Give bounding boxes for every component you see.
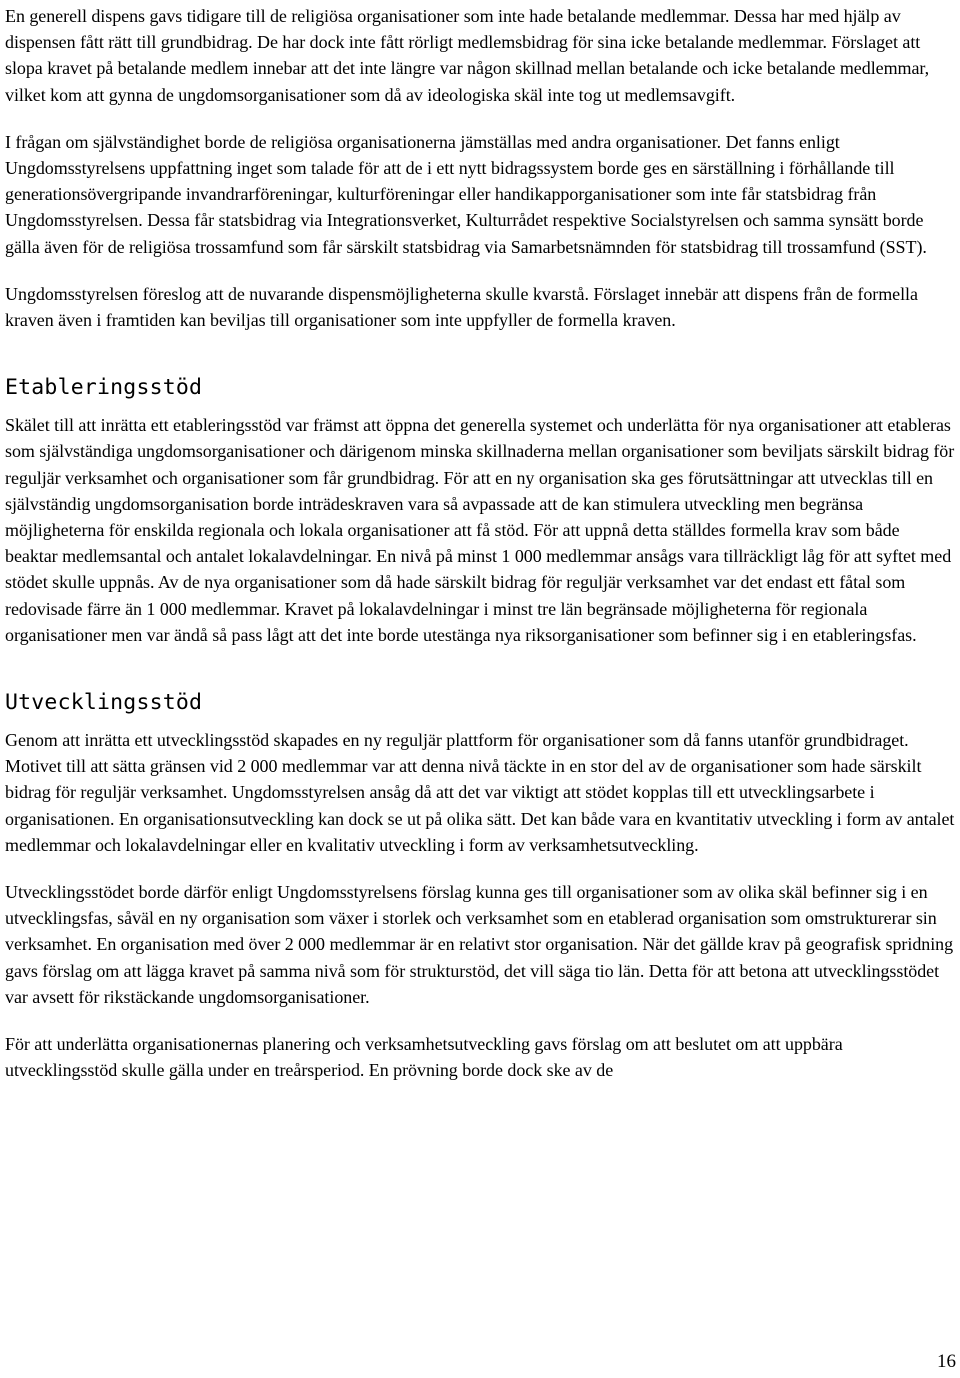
paragraph-utvecklingsstod-trearsperiod: För att underlätta organisationernas planering och verksamhetsutveckling gavs förslag om att beslutet om att uppbära utvecklingsstöd skulle gälla under en treårsperiod. En prövning borde dock ske av de	[5, 1034, 843, 1081]
page-number: 16	[937, 1351, 956, 1372]
paragraph-utvecklingsstod-utvecklingsfas: Utvecklingsstödet borde därför enligt Ungdomsstyrelsens förslag kunna ges till organisationer som av olika skäl befinner sig i en utvecklingsfas, såväl en ny organisation som växer i storlek och verksamhet som en etablerad organisation som omstrukturerar sin verksamhet. En organisation med över 2 000 medlemmar är en relativt stor organisation. När det gällde krav på geografisk spridning gavs förslag om att lägga kravet på samma nivå som för strukturstöd, det vill säga tio län. Detta för att betona att utvecklingsstödet var avsett för rikstäckande ungdomsorganisationer.	[5, 882, 954, 1007]
heading-etableringsstod: Etableringsstöd	[5, 375, 203, 401]
heading-utvecklingsstod: Utvecklingsstöd	[5, 690, 203, 716]
paragraph-dispens-intro: En generell dispens gavs tidigare till de religiösa organisationer som inte hade betalande medlemmar. Dessa har med hjälp av dispensen fått rätt till grundbidrag. De har dock inte fått rörligt medlemsbidrag för sina icke betalande medlemmar. Förslaget att slopa kravet på betalande medlem innebar att det inte längre var någon skillnad mellan betalande och icke betalande medlemmar, vilket kom att gynna de ungdomsorganisationer som då av ideologiska skäl inte tog ut medlemsavgift.	[5, 6, 930, 105]
paragraph-utvecklingsstod-plattform: Genom att inrätta ett utvecklingsstöd skapades en ny reguljär plattform för organisationer som då fanns utanför grundbidraget. Motivet till att sätta gränsen vid 2 000 medlemmar var att denna nivå täckte in en stor del av de organisationer som hade särskilt bidrag för reguljär verksamhet. Ungdomsstyrelsen ansåg då att det var viktigt att stödet kopplas till ett utvecklingsarbete i organisationen. En organisationsutveckling kan dock se ut på olika sätt. Det kan både vara en kvantitativ utveckling i form av antalet medlemmar och lokalavdelningar eller en kvalitativ utveckling i form av verksamhetsutveckling.	[5, 730, 955, 855]
paragraph-dispensmojligheter: Ungdomsstyrelsen föreslog att de nuvarande dispensmöjligheterna skulle kvarstå. Förslaget innebär att dispens från de formella kraven även i framtiden kan beviljas till organisationer som inte uppfyller de formella kraven.	[5, 283, 918, 331]
document-page	[5, 3, 955, 1084]
paragraph-etableringsstod: Skälet till att inrätta ett etableringsstöd var främst att öppna det generella systemet och underlätta för nya organisationer att etableras som självständiga ungdomsorganisationer och därigenom minska skillnaderna mellan organisationer som beviljats särskilt bidrag för reguljär verksamhet och organisationer som får grundbidrag. För att en ny organisation ska ges förutsättningar att utvecklas till en självständig ungdomsorganisation borde inträdeskraven vara så avpassade att de kan stimulera utveckling men begränsa möjligheterna för enskilda regionala och lokala organisationer att få stöd. För att uppnå detta ställdes formella krav som både beaktar medlemsantal och antalet lokalavdelningar. En nivå på minst 1 000 medlemmar ansågs vara tillräckligt låg för att syftet med stödet skulle uppnås. Av de nya organisationer som då hade särskilt bidrag för reguljär verksamhet var det endast ett fåtal som redovisade färre än 1 000 medlemmar. Kravet på lokalavdelningar i minst tre län begränsade möjligheterna för regionala organisationer men var ändå så pass lågt att det inte borde utestänga nya riksorganisationer som befinner sig i en etableringsfas.	[5, 415, 955, 645]
paragraph-sjalvstandighet: I frågan om självständighet borde de religiösa organisationerna jämställas med andra organisationer. Det fanns enligt Ungdomsstyrelsens uppfattning inget som talade för att de i ett nytt bidragssystem borde ges en särställning i förhållande till generationsövergripande invandrarföreningar, kulturföreningar eller handikapporganisationer som inte får statsbidrag från Ungdomsstyrelsen. Dessa får statsbidrag via Integrationsverket, Kulturrådet respektive Socialstyrelsen och samma synsätt borde gälla även för de religiösa trossamfund som får särskilt statsbidrag via Samarbetsnämnden för statsbidrag till trossamfund (SST).	[5, 131, 927, 257]
